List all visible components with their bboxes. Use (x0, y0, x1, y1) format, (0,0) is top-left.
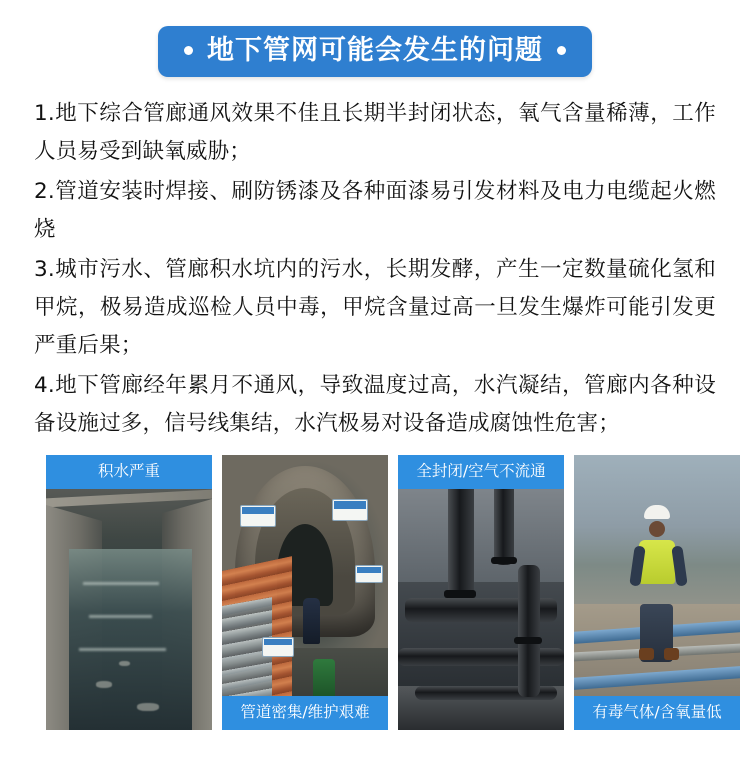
photo-1-debris-3 (119, 661, 130, 666)
photo-1-debris-1 (96, 681, 112, 688)
photo-3-vertical-pipe-3 (518, 565, 540, 697)
photo-flooded-trench (46, 455, 212, 730)
photo-3-caption: 全封闭/空气不流通 (398, 455, 564, 489)
paragraph-4: 4.地下管廊经年累月不通风，导致温度过高，水汽凝结，管廊内各种设备设施过多，信号线集结，水汽极易对设备造成腐蚀性危害； (34, 373, 716, 436)
photo-2-wall-sign-3 (355, 565, 383, 583)
page-title-badge (158, 26, 592, 77)
paragraph-3: 3.城市污水、管廊积水坑内的污水，长期发酵，产生一定数量硫化氢和甲烷，极易造成巡检人员中毒，甲烷含量过高一旦发生爆炸可能引发更严重后果； (34, 257, 716, 358)
photo-3-flange-3 (514, 637, 542, 644)
photo-sealed-pipework (398, 455, 564, 730)
photo-1-standing-water (69, 549, 192, 731)
dot-icon-right (557, 46, 566, 55)
photo-1-debris-2 (137, 703, 159, 711)
photo-4-hi-vis-vest (639, 540, 675, 584)
photo-worker-toxic-gas (574, 455, 740, 730)
photo-4-boot-left (639, 648, 654, 660)
photo-2-green-tank (313, 659, 335, 699)
page-title-container (0, 0, 750, 77)
photo-1-water-sheen-1 (83, 582, 159, 585)
photo-2-wall-sign-2 (332, 499, 368, 521)
photo-4-worker-head (649, 521, 665, 537)
photo-1-caption: 积水严重 (46, 455, 212, 489)
photo-3-flange-1 (444, 590, 476, 598)
photo-2-worker (303, 598, 320, 644)
photo-3-flange-2 (491, 557, 517, 564)
dot-icon-left (184, 46, 193, 55)
photo-2-caption: 管道密集/维护艰难 (222, 696, 388, 730)
photo-1-water-sheen-2 (89, 615, 152, 618)
photo-strip (46, 455, 740, 730)
photo-4-boot-right (664, 648, 679, 660)
photo-4-caption: 有毒气体/含氧量低 (574, 696, 740, 730)
photo-2-wall-sign-1 (240, 505, 276, 527)
photo-1-water-sheen-3 (79, 648, 165, 651)
photo-dense-pipes-tunnel (222, 455, 388, 730)
paragraph-2: 2.管道安装时焊接、刷防锈漆及各种面漆易引发材料及电力电缆起火燃烧 (34, 179, 716, 242)
body-text-block (0, 77, 750, 443)
photo-4-hard-hat (644, 505, 670, 519)
page-title: 地下管网可能会发生的问题 (207, 35, 543, 66)
photo-2-wall-sign-4 (262, 637, 294, 657)
paragraph-1: 1.地下综合管廊通风效果不佳且长期半封闭状态，氧气含量稀薄，工作人员易受到缺氧威胁； (34, 101, 716, 164)
